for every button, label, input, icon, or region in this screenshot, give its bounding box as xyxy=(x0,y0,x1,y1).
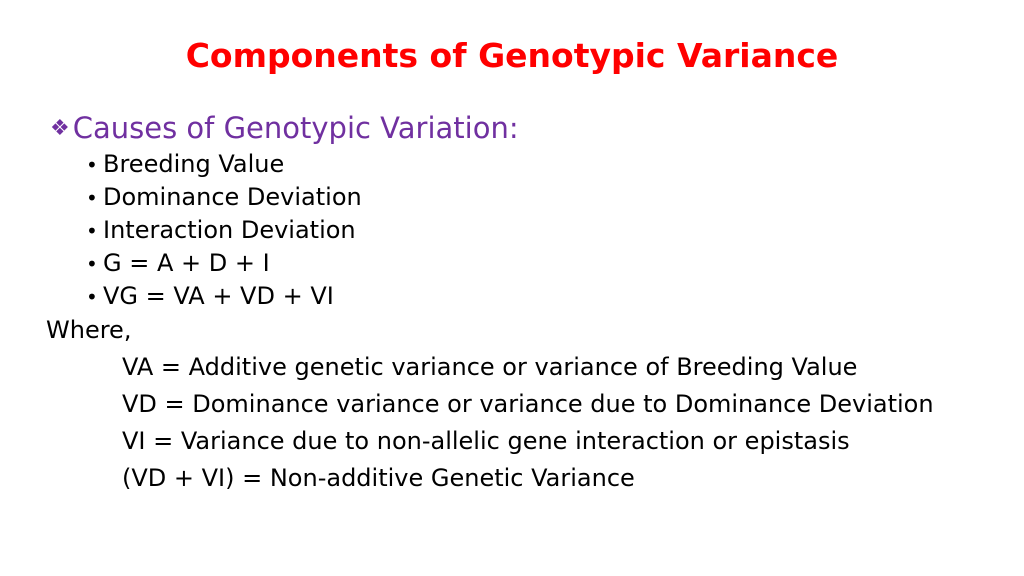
where-label: Where, xyxy=(46,316,132,344)
list-item-text: Dominance Deviation xyxy=(103,183,362,211)
bullet-dot-icon: • xyxy=(86,219,98,243)
list-item xyxy=(86,280,362,313)
definition-list xyxy=(122,349,934,497)
cause-list xyxy=(86,148,362,313)
list-item xyxy=(86,214,362,247)
list-item-text: Breeding Value xyxy=(103,150,285,178)
bullet-dot-icon: • xyxy=(86,153,98,177)
section-heading-text: Causes of Genotypic Variation: xyxy=(72,111,519,145)
diamond-star-bullet-icon: ❖ xyxy=(50,116,70,141)
list-item xyxy=(86,247,362,280)
list-item-text: Interaction Deviation xyxy=(103,216,356,244)
list-item-text: G = A + D + I xyxy=(103,249,270,277)
bullet-dot-icon: • xyxy=(86,252,98,276)
list-item xyxy=(86,181,362,214)
bullet-dot-icon: • xyxy=(86,285,98,309)
section-heading xyxy=(50,108,519,149)
slide-title: Components of Genotypic Variance xyxy=(185,36,839,75)
definition-item: VI = Variance due to non-allelic gene interaction or epistasis xyxy=(122,427,850,455)
definition-item: VA = Additive genetic variance or variance of Breeding Value xyxy=(122,353,858,381)
definition-item: VD = Dominance variance or variance due to Dominance Deviation xyxy=(122,390,934,418)
list-item xyxy=(86,148,362,181)
definition-item: (VD + VI) = Non-additive Genetic Variance xyxy=(122,464,635,492)
bullet-dot-icon: • xyxy=(86,186,98,210)
list-item-text: VG = VA + VD + VI xyxy=(103,282,334,310)
